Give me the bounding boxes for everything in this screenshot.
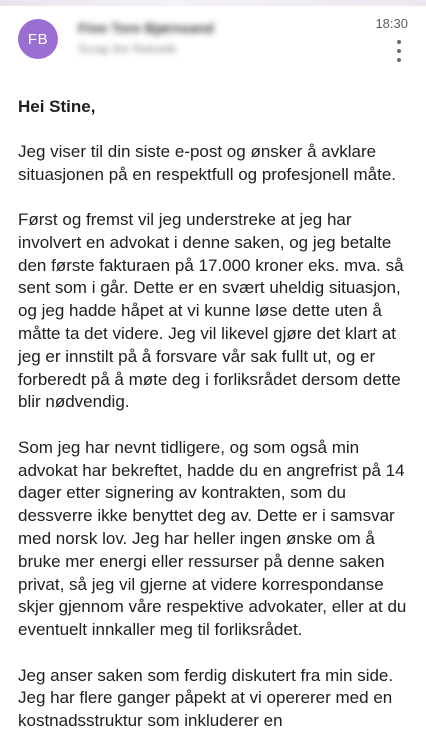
email-paragraph-4: Jeg anser saken som ferdig diskutert fra min side. Jeg har flere ganger påpekt at vi opererer med en kostnadsstruktur som inkluderer en xyxy=(18,665,394,731)
email-greeting: Hei Stine, xyxy=(18,97,96,116)
more-dot xyxy=(397,49,401,53)
sender-name-redacted[interactable]: Finn Tore Bjørnsand xyxy=(78,20,214,36)
more-dot xyxy=(397,58,401,62)
email-paragraph-3: Som jeg har nevnt tidligere, og som også min advokat har bekreftet, hadde du en angrefrist på 14 dager etter signering av kontrakten, som du dessverre ikke benyttet deg av. Dette er i samsvar med norsk lov. Jeg har heller ingen ønske om å bruke mer energi eller ressurser på denne saken privat, så jeg vil gjerne at videre korrespondanse skjer gjennom våre respektive advokater, eller at du eventuelt innkaller meg til forliksrådet. xyxy=(18,437,407,640)
sender-avatar[interactable]: FB xyxy=(18,19,58,59)
email-paragraph-2: Først og fremst vil jeg understreke at jeg har involvert en advokat i denne saken, og jeg betalte den første fakturaen på 17.000 kroner eks. mva. så sent som i går. Dette er en svært uheldig situasjon, og jeg hadde håpet at vi kunne løse dette uten å måtte ta det videre. Jeg vil likevel gjøre det klart at jeg er innstilt på å forsvare vår sak fullt ut, og er forberedt på å møte deg i forliksrådet dersom dette blir nødvendig. xyxy=(18,209,404,412)
email-header xyxy=(0,6,426,78)
email-body xyxy=(18,96,413,756)
email-time: 18:30 xyxy=(375,16,408,31)
sender-details-redacted[interactable]: Scrap the Rebsidh xyxy=(78,42,177,56)
more-dot xyxy=(397,40,401,44)
email-paragraph-1: Jeg viser til din siste e-post og ønsker å avklare situasjonen på en respektfull og profesjonell måte. xyxy=(18,141,397,184)
more-vertical-icon[interactable] xyxy=(389,40,409,62)
